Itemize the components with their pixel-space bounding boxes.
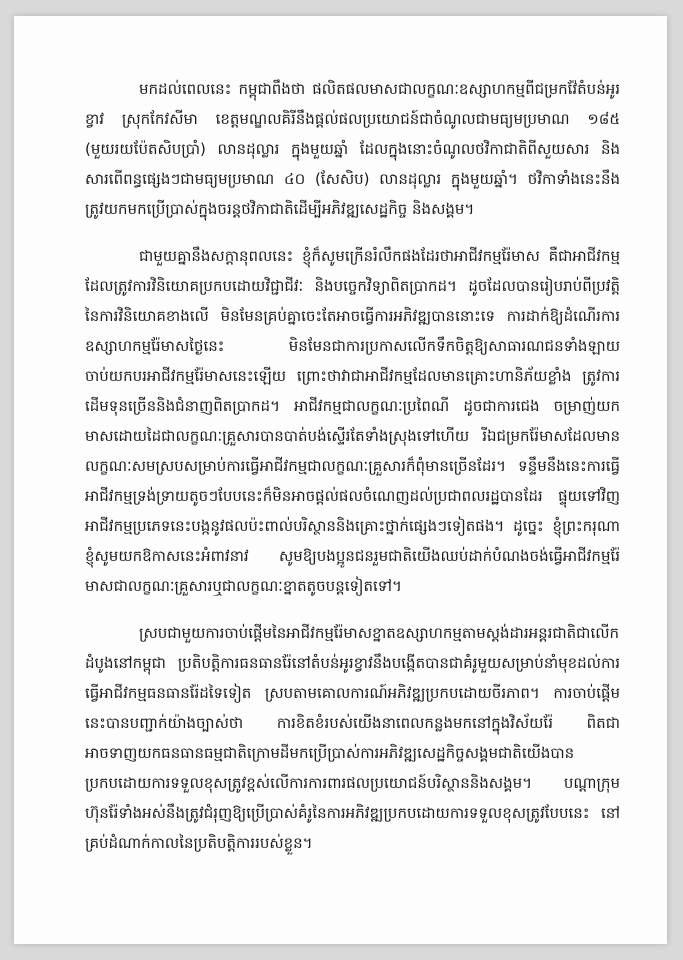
paragraph-3: ស្របជាមួយការចាប់ផ្តើមនៃអាជីវកម្មរ៉ែមាសខ្នាតឧស្សាហកម្មតាមស្តង់ដារអន្តរជាតិជាលើកដំបូងនៅកម្ពុជា ប្រតិបត្តិការធនធានរ៉ែនៅតំបន់អូរខ្វាវនឹងបង្កើតបានជាគំរូមួយសម្រាប់នាំមុខដល់ការធ្វើអាជីវកម្មធនធានរ៉ែដទៃទៀត ស្របតាមគោលការណ៍អភិវឌ្ឍប្រកបដោយចីរភាព។ ការចាប់ផ្តើមនេះបានបញ្ជាក់យ៉ាងច្បាស់ថា ការខិតខំរបស់យើងនាពេលកន្លងមកនៅក្នុងវិស័យរ៉ែ ពិតជាអាចទាញយកធនធានធម្មជាតិក្រោមដីមកប្រើប្រាស់ការអភិវឌ្ឍសេដ្ឋកិច្ចសង្គមជាតិយើងបានប្រកបដោយការទទួលខុសត្រូវខ្ពស់លើការការពារផលប្រយោជន៍បរិស្ថាននិងសង្គម។ បណ្តាក្រុមហ៊ុនរ៉ែទាំងអស់នឹងត្រូវជំរុញឱ្យប្រើប្រាស់គំរូនៃការអភិវឌ្ឍប្រកបដោយការទទួលខុសត្រូវបែបនេះ នៅគ្រប់ដំណាក់កាលនៃប្រតិបត្តិការរបស់ខ្លួន។: [85, 624, 620, 852]
paragraph-2: ជាមួយគ្នានឹងសក្តានុពលនេះ ខ្ញុំក៏សូមក្រើនរំលឹកផងដែរថាអាជីវកម្មរ៉ែមាស គឺជាអាជីវកម្មដែលត្រូវការវិនិយោគប្រកបដោយវិជ្ជាជីវៈ និងបច្ចេកវិទ្យាពិតប្រាកដ។ ដូចដែលបានរៀបរាប់ពីប្រវត្តិនៃការវិនិយោគខាងលើ មិនមែនគ្រប់គ្នាចេះតែអាចធ្វើការអភិវឌ្ឍបាននោះទេ ការដាក់ឱ្យដំណើរការឧស្សាហកម្មរ៉ែមាសថ្ងៃនេះ មិនមែនជាការប្រកាសលើកទឹកចិត្តឱ្យសាធារណជនទាំងឡាយចាប់យកបរអាជីវកម្មរ៉ែមាសនេះឡើយ ព្រោះថាវាជាអាជីវកម្មដែលមានគ្រោះហានិភ័យខ្លាំង ត្រូវការដើមទុនច្រើននិងជំនាញពិតប្រាកដ។ អាជីវកម្មជាលក្ខណៈប្រពៃណី ដូចជាការជេង ចម្រាញ់យកមាសដោយដៃជាលក្ខណៈគ្រួសារបានបាត់បង់ស្ទើរតែទាំងស្រុងទៅហើយ រីឯជម្រករ៉ែមាសដែលមានលក្ខណៈសមស្របសម្រាប់ការធ្វើអាជីវកម្មជាលក្ខណៈគ្រួសារក៏ពុំមានច្រើនដែរ។ ទន្ទឹមនឹងនេះការធ្វើអាជីវកម្មទ្រង់ទ្រាយតូចៗបែបនេះក៏មិនអាចផ្តល់ផលចំណេញដល់ប្រជាពលរដ្ឋបានដែរ ផ្ទុយទៅវិញអាជីវកម្មប្រភេទនេះបង្កនូវផលប៉ះពាល់បរិស្ថាននិងគ្រោះថ្នាក់ផ្សេងៗទៀតផង។ ដូច្នេះ ខ្ញុំព្រះករុណាខ្ញុំសូមយកឱកាសនេះអំពាវនាវ សូមឱ្យបងប្អូនជនរួមជាតិយើងឈប់ដាក់បំណងចង់ធ្វើអាជីវកម្មរ៉ែមាសជាលក្ខណៈគ្រួសារឬជាលក្ខណៈខ្នាតតូចបន្តទៀតទៅ។: [85, 247, 620, 595]
document-page: [14, 16, 667, 944]
document-body: [85, 74, 620, 875]
paragraph-1: មកដល់ពេលនេះ កម្ពុជាពឹងថា ផលិតផលមាសជាលក្ខណៈឧស្សាហកម្មពីជម្រកវ៉ែតំបន់អូរខ្វាវ ស្រុកកែវសីមា ខេត្តមណ្ឌលគិរីនឹងផ្តល់ផលប្រយោជន៍ជាចំណូលជាមធ្យមប្រមាណ ១៨៥ (មួយរយប៉ែតសិបប្រាំ) លានដុល្លារ ក្នុងមួយឆ្នាំ ដែលក្នុងនោះចំណូលថវិកាជាតិពីសួយសារ និងសារពើពន្ធផ្សេងៗជាមធ្យមប្រមាណ ៤០ (សែសិប) លានដុល្លារ ក្នុងមួយឆ្នាំ។ ថវិកាទាំងនេះនឹងត្រូវយកមកប្រើប្រាស់ក្នុងចរន្តថវិកាជាតិដើម្បីអភិវឌ្ឍសេដ្ឋកិច្ច និងសង្គម។: [85, 80, 620, 218]
